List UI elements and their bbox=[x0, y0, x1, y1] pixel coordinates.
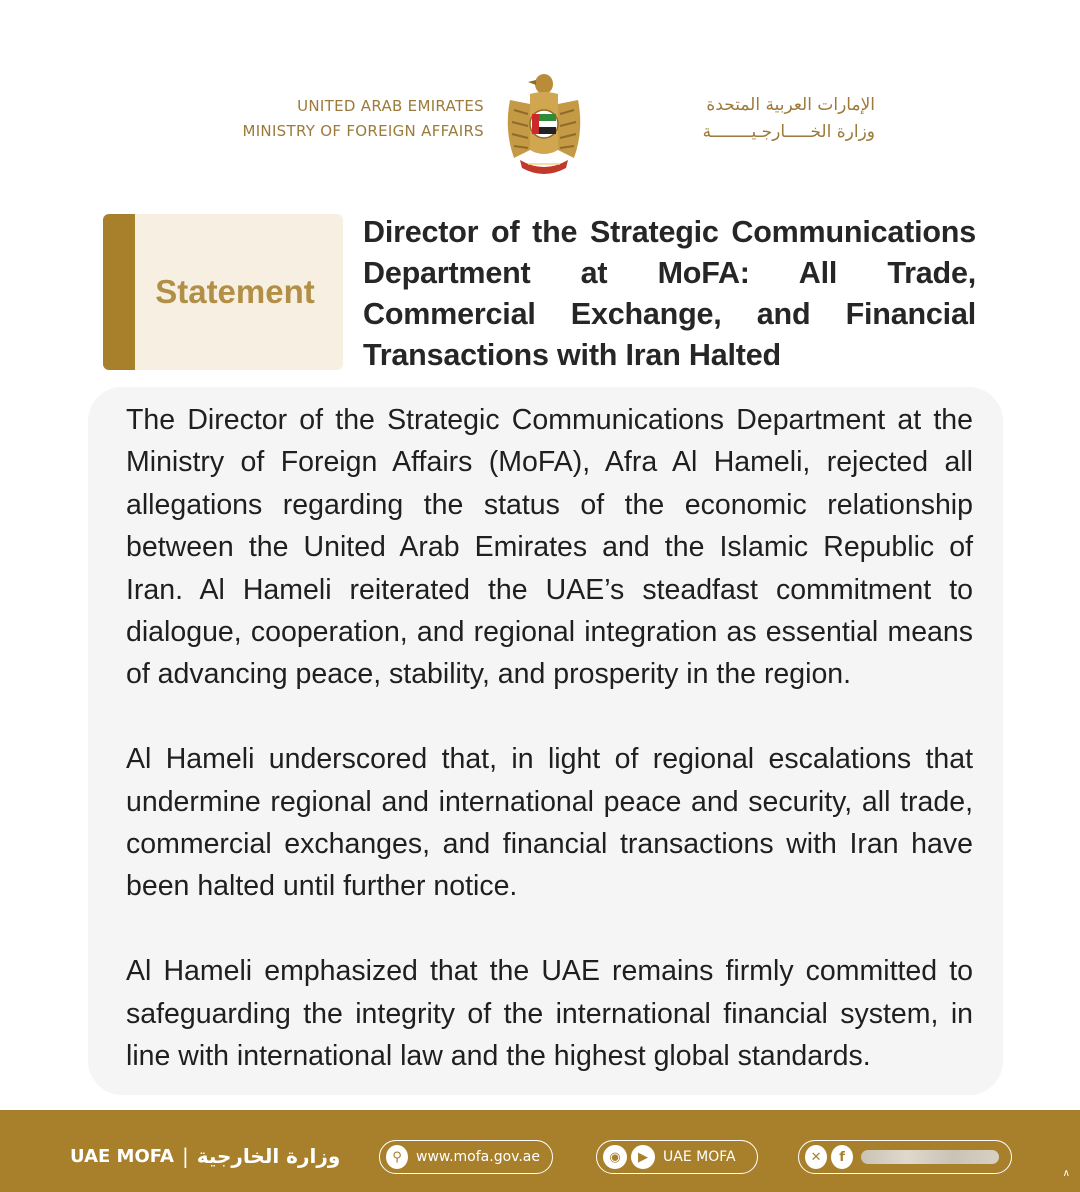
header-english-title bbox=[242, 94, 484, 144]
social-link-x[interactable] bbox=[798, 1140, 1012, 1174]
header-arabic-title bbox=[605, 92, 875, 146]
search-icon: ⚲ bbox=[386, 1145, 408, 1169]
blurred-handle bbox=[861, 1150, 999, 1164]
header-ar-line1: الإمارات العربية المتحدة bbox=[706, 95, 875, 115]
x-icon: ✕ bbox=[805, 1145, 827, 1169]
statement-tag bbox=[103, 214, 343, 370]
youtube-handle: UAE MOFA bbox=[663, 1149, 736, 1165]
header-en-line2: MINISTRY OF FOREIGN AFFAIRS bbox=[242, 122, 484, 140]
instagram-icon: ◉ bbox=[603, 1145, 627, 1169]
header-en-line1: UNITED ARAB EMIRATES bbox=[297, 97, 484, 115]
uae-falcon-emblem-icon bbox=[500, 70, 588, 178]
statement-label: Statement bbox=[155, 273, 315, 310]
body-paragraph: Al Hameli emphasized that the UAE remains firmly committed to safeguarding the integrity of the international financial system, in line with international law and the highest global standards. bbox=[126, 955, 973, 1073]
body-paragraph: The Director of the Strategic Communications Department at the Ministry of Foreign Affairs (MoFA), Afra Al Hameli, rejected all allegations regarding the status of the economic relationship between the United Arab Emirates and the Islamic Republic of Iran. Al Hameli reiterated the UAE’s steadfast commitment to dialogue, cooperation, and regional integration as essential means of advancing peace, stability, and prosperity in the region. bbox=[126, 404, 973, 691]
corner-mark: ∧ bbox=[1062, 1168, 1070, 1179]
footer-brand bbox=[70, 1140, 340, 1172]
facebook-icon: f bbox=[831, 1145, 853, 1169]
statement-body bbox=[126, 399, 973, 1120]
website-url: www.mofa.gov.ae bbox=[416, 1149, 540, 1165]
headline: Director of the Strategic Communications Department at MoFA: All Trade, Commercial Exchange, and Financial Transactions with Iran Halted bbox=[363, 215, 976, 372]
youtube-icon: ▶ bbox=[631, 1145, 655, 1169]
brand-english: UAE MOFA bbox=[70, 1145, 174, 1167]
tag-accent-bar bbox=[103, 214, 135, 370]
website-link[interactable] bbox=[379, 1140, 553, 1174]
brand-separator: | bbox=[181, 1144, 189, 1168]
body-paragraph: Al Hameli underscored that, in light of regional escalations that undermine regional and international peace and security, all trade, commercial exchanges, and financial transactions with Iran have been halted until further notice. bbox=[126, 743, 973, 903]
brand-arabic: وزارة الخارجية bbox=[196, 1144, 341, 1168]
social-link-youtube[interactable] bbox=[596, 1140, 758, 1174]
header-ar-line2: وزارة الخـــــارجـيــــــــة bbox=[702, 122, 875, 142]
